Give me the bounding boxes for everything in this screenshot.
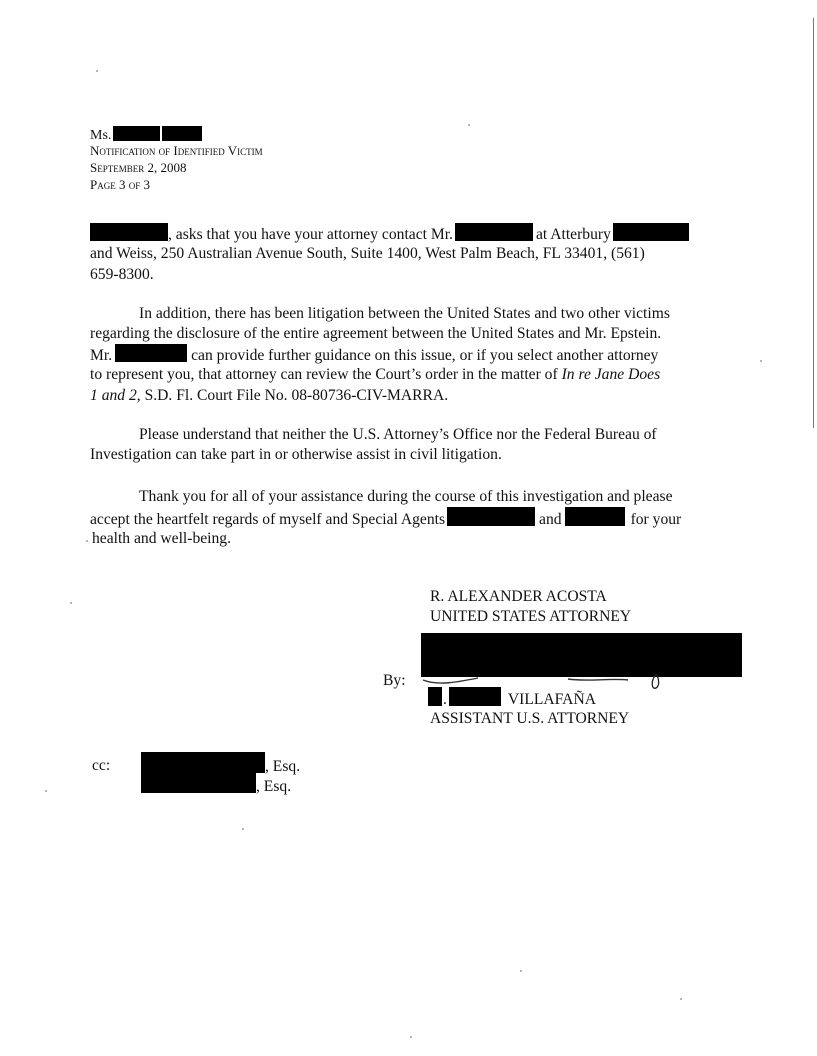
- redaction: [141, 773, 256, 793]
- case-name: 1 and 2: [90, 387, 137, 404]
- text-line: [90, 385, 448, 406]
- signer-surname: VILLAFAÑA: [507, 691, 596, 708]
- scan-speck: [86, 540, 88, 542]
- scan-speck: [468, 124, 470, 126]
- text-run: accept the heartfelt regards of myself and Special Agents: [90, 511, 446, 528]
- signer-title: ASSISTANT U.S. ATTORNEY: [430, 710, 630, 727]
- signer-line: [428, 687, 596, 710]
- cc-label: cc:: [92, 757, 111, 774]
- redaction: [447, 507, 535, 526]
- text-line: [90, 223, 689, 245]
- page-edge-line: [813, 18, 814, 428]
- text-run: at Atterbury: [535, 226, 611, 243]
- scan-speck: [242, 828, 244, 830]
- scan-speck: [680, 998, 682, 1000]
- text-line: [90, 507, 681, 530]
- redaction: [90, 223, 168, 241]
- text-line: and Weiss, 250 Australian Avenue South, Suite 1400, West Palm Beach, FL 33401, (561): [90, 245, 645, 262]
- signatory-title: UNITED STATES ATTORNEY: [430, 608, 632, 625]
- text-run: Mr.: [90, 347, 113, 364]
- text-line: Thank you for all of your assistance during the course of this investigation and please: [139, 488, 673, 505]
- text-run: , S.D. Fl. Court File No. 08-80736-CIV-MARRA.: [136, 387, 449, 404]
- redaction: [115, 344, 187, 362]
- letter-header: [90, 126, 263, 194]
- text-run: for your: [630, 511, 682, 528]
- redaction: [141, 752, 265, 773]
- cc-recipient: [141, 773, 291, 797]
- redaction: [565, 507, 625, 526]
- redaction: [113, 126, 160, 141]
- text-run: , Esq.: [265, 758, 301, 775]
- scan-speck: [410, 1036, 412, 1038]
- text-run: to represent you, that attorney can review the Court’s order in the matter of: [90, 366, 558, 383]
- text-run: , asks that you have your attorney contact Mr.: [168, 226, 453, 243]
- text-run: .: [443, 691, 447, 708]
- redaction: [455, 223, 533, 241]
- text-line: health and well-being.: [92, 530, 231, 547]
- signatory-name: R. ALEXANDER ACOSTA: [430, 588, 607, 605]
- text-run: and: [539, 511, 562, 528]
- scan-speck: [520, 970, 522, 972]
- text-line: regarding the disclosure of the entire agreement between the United States and Mr. Epstein.: [90, 325, 662, 342]
- redaction: [428, 687, 442, 706]
- date-line: September 2, 2008: [90, 160, 187, 175]
- subject-line: Notification of Identified Victim: [90, 143, 263, 158]
- text-line: [90, 344, 658, 366]
- by-label: By:: [383, 672, 406, 689]
- text-run: can provide further guidance on this issue, or if you select another attorney: [191, 347, 659, 364]
- scan-speck: [760, 360, 762, 362]
- text-line: [90, 364, 660, 385]
- scan-speck: [96, 70, 98, 72]
- redaction: [162, 126, 202, 141]
- page-number: Page 3 of 3: [90, 177, 150, 192]
- redaction: [613, 223, 689, 241]
- salutation: Ms.: [90, 128, 112, 143]
- scan-speck: [45, 790, 47, 792]
- redaction: [449, 687, 501, 706]
- text-run: , Esq.: [256, 778, 292, 795]
- text-line: In addition, there has been litigation between the United States and two other victims: [139, 305, 670, 322]
- case-name: In re Jane Does: [561, 366, 661, 383]
- text-line: Please understand that neither the U.S. Attorney’s Office nor the Federal Bureau of: [139, 426, 657, 443]
- scan-speck: [70, 602, 72, 604]
- text-line: Investigation can take part in or otherwise assist in civil litigation.: [90, 446, 502, 463]
- text-line: 659-8300.: [90, 266, 154, 283]
- salutation-line: [90, 126, 263, 141]
